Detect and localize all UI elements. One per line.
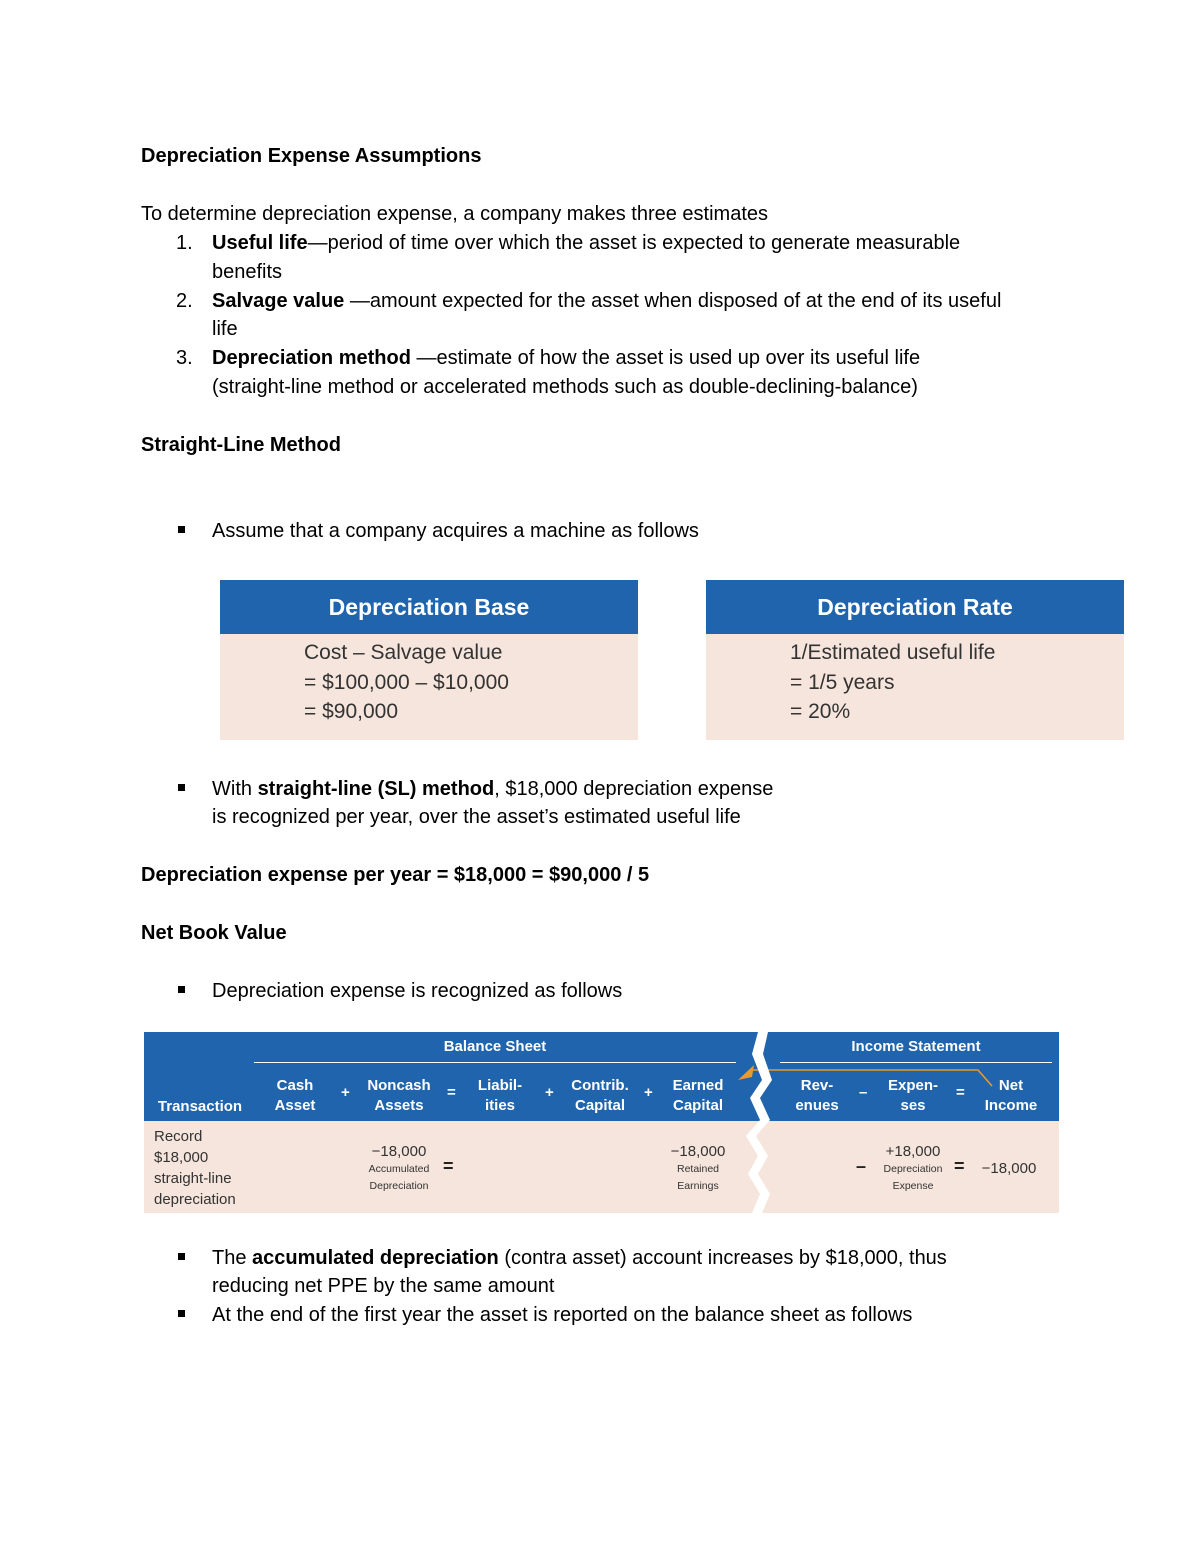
heading-straight-line: Straight-Line Method (141, 434, 341, 456)
list-item-text: —period of time over which the asset is expected to generate measurable (307, 232, 961, 254)
entry-label: Depreciation (883, 1163, 943, 1175)
depreciation-rate-body (706, 634, 1124, 740)
list-item-continued: life (212, 318, 238, 340)
bullet-icon (178, 1310, 185, 1317)
equals-operator: = (956, 1084, 965, 1101)
entry-label: Accumulated (368, 1163, 430, 1175)
desc-line: depreciation (154, 1191, 236, 1208)
bullet-accumulated (212, 1244, 947, 1272)
noncash-assets-entry (356, 1142, 442, 1195)
entry-value: +18,000 (885, 1143, 941, 1160)
col-line: Income (984, 1097, 1038, 1114)
col-line: Noncash (367, 1077, 431, 1094)
list-item-continued: benefits (212, 261, 283, 283)
balance-sheet-rule (254, 1062, 736, 1063)
list-item (212, 229, 960, 257)
transaction-description (154, 1126, 236, 1210)
equals-operator: = (954, 1156, 965, 1176)
entry-label: Retained (676, 1163, 720, 1175)
balance-sheet-label: Balance Sheet (443, 1038, 547, 1055)
col-noncash-assets (356, 1076, 442, 1116)
depreciation-base-box (220, 580, 638, 740)
col-line: Rev- (800, 1077, 834, 1094)
sl-post: , $18,000 depreciation expense (494, 778, 774, 800)
expenses-entry (874, 1142, 952, 1195)
base-line-1: Cost – Salvage value (304, 641, 503, 664)
col-line: Net (998, 1077, 1024, 1094)
plus-operator: + (644, 1084, 653, 1101)
entry-label: Earnings (677, 1180, 719, 1192)
col-line: Asset (274, 1097, 316, 1114)
entry-value: −18,000 (670, 1143, 726, 1160)
desc-line: straight-line (154, 1170, 232, 1187)
col-line: Expen- (887, 1077, 938, 1094)
depreciation-formula: Depreciation expense per year = $18,000 = $90,000 / 5 (141, 864, 650, 886)
sl-pre: With (212, 778, 258, 800)
heading-net-book-value: Net Book Value (141, 922, 287, 944)
plus-operator: + (545, 1084, 554, 1101)
col-line: Cash (276, 1077, 314, 1094)
equals-operator: = (443, 1156, 454, 1176)
desc-line: Record (154, 1128, 203, 1145)
base-line-2: = $100,000 – $10,000 (304, 671, 509, 694)
col-line: Liabil- (477, 1077, 523, 1094)
col-earned-capital (659, 1076, 737, 1116)
plus-operator: + (341, 1084, 350, 1101)
desc-line: $18,000 (154, 1149, 209, 1166)
col-line: Assets (374, 1097, 424, 1114)
term-useful-life: Useful life (212, 232, 308, 254)
list-item (212, 287, 1001, 315)
heading-assumptions: Depreciation Expense Assumptions (141, 145, 482, 167)
depreciation-base-title: Depreciation Base (220, 580, 638, 634)
bullet-icon (178, 784, 185, 791)
rate-line-3: = 20% (790, 700, 851, 723)
bullet-sl-method (212, 775, 773, 803)
col-line: Capital (574, 1097, 625, 1114)
entry-label: Depreciation (369, 1180, 429, 1192)
list-number: 2. (176, 290, 193, 312)
net-income-entry: −18,000 (981, 1160, 1037, 1177)
bullet-icon (178, 986, 185, 993)
bullet-recognized: Depreciation expense is recognized as follows (212, 980, 623, 1002)
col-line: ses (900, 1097, 926, 1114)
col-cash-asset (262, 1076, 328, 1116)
entry-value: −18,000 (371, 1143, 427, 1160)
bullet-assume: Assume that a company acquires a machine as follows (212, 520, 699, 542)
transaction-table (144, 1032, 1059, 1213)
bullet-icon (178, 1253, 185, 1260)
minus-operator: – (859, 1084, 868, 1101)
rate-line-1: 1/Estimated useful life (790, 641, 996, 664)
earned-capital-entry (659, 1142, 737, 1195)
intro-text: To determine depreciation expense, a company makes three estimates (141, 203, 769, 225)
depreciation-base-body (220, 634, 638, 740)
sl-bold: straight-line (SL) method (257, 778, 495, 800)
term-depreciation-method: Depreciation method (212, 347, 411, 369)
col-line: enues (795, 1097, 839, 1114)
acc-pre: The (212, 1247, 253, 1269)
acc-bold: accumulated depreciation (252, 1247, 499, 1269)
bullet-end-of-year: At the end of the first year the asset is reported on the balance sheet as follows (212, 1304, 913, 1326)
list-item-text: —estimate of how the asset is used up over its useful life (410, 347, 921, 369)
term-salvage-value: Salvage value (212, 290, 345, 312)
col-liabilities (462, 1076, 538, 1116)
list-number: 3. (176, 347, 193, 369)
rate-line-2: = 1/5 years (790, 671, 895, 694)
col-line: Earned (672, 1077, 724, 1094)
bullet-accumulated-continued: reducing net PPE by the same amount (212, 1275, 555, 1297)
transaction-label: Transaction (157, 1098, 243, 1115)
bullet-icon (178, 526, 185, 533)
bullet-sl-method-continued: is recognized per year, over the asset’s estimated useful life (212, 806, 741, 828)
list-item (212, 344, 920, 372)
depreciation-rate-box (706, 580, 1124, 740)
col-line: Contrib. (571, 1077, 629, 1094)
list-item-text: —amount expected for the asset when disposed of at the end of its useful (344, 290, 1002, 312)
entry-label: Expense (892, 1180, 934, 1192)
col-contrib-capital (560, 1076, 640, 1116)
base-line-3: = $90,000 (304, 700, 399, 723)
acc-post: (contra asset) account increases by $18,000, thus (498, 1247, 947, 1269)
col-line: Capital (672, 1097, 723, 1114)
col-line: ities (484, 1097, 515, 1114)
list-item-continued: (straight-line method or accelerated methods such as double-declining-balance) (212, 376, 918, 398)
minus-operator: – (856, 1156, 867, 1176)
list-number: 1. (176, 232, 193, 254)
depreciation-rate-title: Depreciation Rate (706, 580, 1124, 634)
equals-operator: = (447, 1084, 456, 1101)
income-statement-label: Income Statement (851, 1038, 981, 1055)
torn-divider-icon (730, 1032, 790, 1213)
